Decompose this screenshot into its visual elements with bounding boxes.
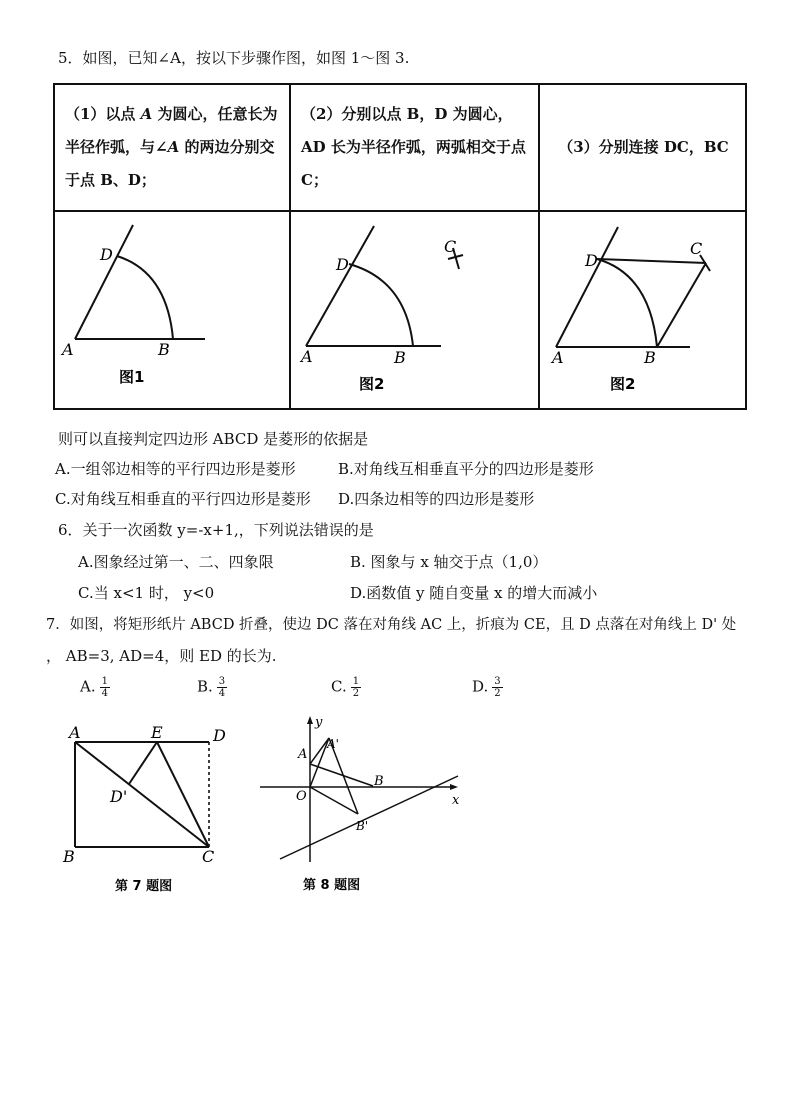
q7-figure [55, 720, 245, 900]
fig3-label-b: B [644, 348, 656, 367]
q5-option-b[interactable]: B.对角线互相垂直平分的四边形是菱形 [338, 460, 594, 478]
q8-figure [255, 712, 470, 900]
figure-3 [540, 212, 743, 408]
q7-label-c: C [202, 847, 215, 866]
q7-option-d[interactable]: D. $\frac{3}{2}$ [472, 676, 501, 699]
q7-option-c[interactable]: C. $\frac{1}{2}$ [331, 676, 360, 699]
q7-label-dprime: D' [110, 787, 128, 806]
fig2-label-c: C [444, 237, 457, 256]
step-3-text: （3）分别连接 DC，BC [558, 138, 729, 156]
fig1-label-a: A [62, 340, 74, 359]
q5-option-a[interactable]: A.一组邻边相等的平行四边形是菱形 [55, 460, 296, 478]
q8-label-aprime: A' [327, 737, 339, 751]
step-2-text: （2）分别以点 B，D 为圆心，AD 长为半径作弧，两弧相交于点 C； [301, 105, 526, 189]
fig3-label-d: D [585, 251, 598, 270]
q6-title: 6．关于一次函数 y=-x+1,，下列说法错误的是 [58, 521, 374, 539]
q6-option-b[interactable]: B. 图象与 x 轴交于点（1,0） [350, 553, 548, 571]
q6-option-d[interactable]: D.函数值 y 随自变量 x 的增大而减小 [350, 584, 598, 602]
q5-title: 5．如图，已知∠A，按以下步骤作图，如图 1～图 3. [58, 49, 410, 67]
q8-label-bprime: B' [356, 819, 369, 833]
q8-label-o: O [296, 789, 307, 804]
fig1-label-b: B [158, 340, 170, 359]
q8-label-b: B [374, 774, 384, 789]
q5-steps-table [53, 83, 747, 410]
q7-line-1: 7．如图，将矩形纸片 ABCD 折叠，使边 DC 落在对角线 AC 上，折痕为 CE，且 D 点落在对角线上 D' 处 [46, 617, 737, 633]
q7-label-e: E [151, 723, 163, 742]
q7-label-b: B [63, 847, 75, 866]
figure-2 [291, 212, 536, 408]
figure-2-cell [290, 211, 539, 409]
q7-label-d: D [213, 726, 226, 745]
q7-option-a[interactable]: A. $\frac{1}{4}$ [80, 676, 108, 699]
fig1-label-d: D [100, 245, 113, 264]
figure-1 [55, 212, 287, 408]
q5-option-c[interactable]: C.对角线互相垂直的平行四边形是菱形 [55, 490, 311, 508]
q8-label-x: x [452, 793, 460, 808]
q7-option-b[interactable]: B. $\frac{3}{4}$ [197, 676, 226, 699]
q6-option-c[interactable]: C.当 x<1 时， y<0 [78, 584, 215, 602]
fig3-label-c: C [690, 239, 703, 258]
fig2-label-b: B [394, 348, 406, 367]
step-1-text: （1）以点 A 为圆心，任意长为半径作弧，与∠A 的两边分别交于点 B、D； [65, 105, 278, 189]
q7-caption: 第 7 题图 [115, 879, 173, 894]
q7-line-2: ， AB=3, AD=4，则 ED 的长为. [46, 647, 277, 665]
fig2-caption: 图2 [359, 375, 385, 393]
q8-caption: 第 8 题图 [303, 878, 361, 893]
step-3-cell [539, 84, 746, 211]
q8-label-a: A [298, 747, 308, 762]
step-1-cell [54, 84, 290, 211]
fig2-label-a: A [301, 347, 313, 366]
q7-label-a: A [69, 723, 81, 742]
fig3-label-a: A [552, 348, 564, 367]
fig1-caption: 图1 [119, 368, 145, 386]
q6-option-a[interactable]: A.图象经过第一、二、四象限 [78, 553, 274, 571]
q5-option-d[interactable]: D.四条边相等的四边形是菱形 [338, 490, 535, 508]
q8-label-y: y [315, 715, 323, 730]
figure-1-cell [54, 211, 290, 409]
step-2-cell [290, 84, 539, 211]
fig3-caption: 图2 [610, 375, 636, 393]
figure-3-cell [539, 211, 746, 409]
fig2-label-d: D [336, 255, 349, 274]
q5-stem: 则可以直接判定四边形 ABCD 是菱形的依据是 [58, 430, 369, 448]
